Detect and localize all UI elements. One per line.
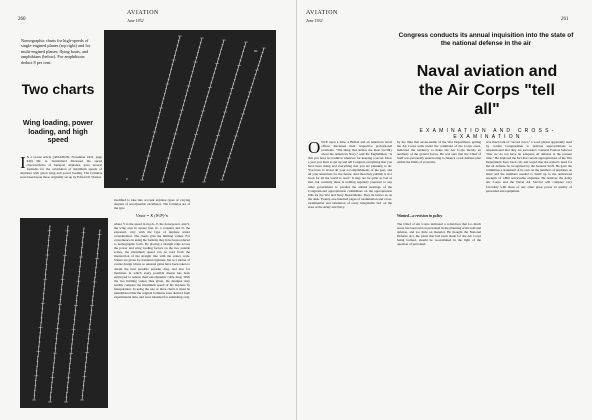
- article-title: Two charts: [21, 81, 95, 97]
- right-column-2: by the time that seven-tenths of the War Department, getting the Air Corps units under the command of the Corps areas, indicated the tendency to make the Air Corps merely an auxiliary of the ground forces. He was sure that the Chief of Staff was personally endeavoring to finance a real defense plan within the limits of economy.: [397, 140, 481, 165]
- page-gutter: [296, 0, 297, 420]
- left-column-1-text: N a recent article (AVIATION, November 1931, page 630) Mr. A. Sunderland discussed the speed characteristics of transport airplanes, gave several formulas for the calculation of maximum speeds of airplanes with given wing and power loading. The formulas were based upon those originally set up by Edward P. Warner,: [20, 155, 102, 180]
- left-page-number: 260: [18, 17, 26, 22]
- article-kicker: EXAMINATION AND CROSS-EXAMINATION: [419, 128, 557, 140]
- speed-formula: Vmax = K (W/P)^n: [135, 213, 169, 218]
- left-column-2-intro: modified to take into account airplane types of varying degrees of aerodynamic excellence. The formulas are of the type: [114, 198, 190, 211]
- article-title-right: Naval aviation and the Air Corps "tell all": [416, 63, 558, 118]
- svg-text:60: 60: [254, 49, 258, 53]
- nomograph-multi-engine-drawing: [20, 218, 108, 408]
- left-running-head: AVIATION: [127, 10, 159, 16]
- svg-text:0: 0: [126, 177, 128, 181]
- drop-cap-i: I: [20, 155, 26, 172]
- article-deck: Congress conducts its annual inquisition into the state of the national defense in the air: [398, 32, 574, 48]
- right-column-1: [308, 140, 392, 410]
- drop-cap-o: O: [308, 140, 321, 157]
- article-subtitle: Wing loading, power loading, and high speed: [22, 118, 94, 145]
- nomograph-single-engine: [104, 30, 276, 188]
- right-running-head: AVIATION: [306, 10, 338, 16]
- right-column-3: was much talk of "sacred cows," a word phrase apparently used by certain Congressmen to indicate appropriations so unquestioned that they are sacrosanct. General Foulois believes "that we do not have an adequate air defense at the present time." He deplored the fact that certain appropriations of the War Department have been cut, and urged that the nation's need for the air defense be recognized by the General Staff. He gave the committee a statement of its own on the numbers of airplanes on hand and the numbers needed to build up to the authorized strength of 1,800 serviceable airplanes. He believes the Army Air Corps and the Naval Air Service will compare very favorably with those of any other great power in quality of personnel and equipment.: [486, 140, 572, 193]
- left-column-1: [20, 155, 102, 213]
- nomograph-multi-engine: [20, 218, 108, 408]
- right-column-2b: The Chief of Air Corps indicated a conviction that too much stress has been laid on personnel in the planning of the national defense, and too little on materiel. He thought the National Defense Act, the plans that had been made for the Air Corps being formed, should be re-examined in the light of the question of personnel.: [397, 222, 481, 247]
- left-column-2: where V is the speed in m.p.h., P, the horsepower, and S, the wing area in square feet. K, a constant and N, the exponent, vary with the type of airplane under consideration. The charts give the limiting values. For convenience in using the formula they have been reduced to nomographic form. By placing a straight edge across the power and wing loading factors on the two outside scales, the maximum speed can be read from the intersection of the straight line with the center scale. Values are given for standard airplanes, but as a matter of course design where so unusual gains have been taken to obtain the best possible parasite drag, and also for machines in which every possible means has been employed to reduce their aerodynamic cable drag. With the two limiting values thus given, the designer may readily compare the maximum speed of his airplane by interpolation. In using the one or three charts it must be remembered that the original formulas were derived from experimental data, and were intended for estimating only.: [114, 222, 190, 299]
- chart-caption: Nomographic charts for high-speeds of single-engined planes (top right) and for multi-engined planes; flying boats, and amphibians (below). For amphibious deduct 8 per cent.: [21, 38, 91, 65]
- right-page-number: 261: [561, 17, 569, 22]
- left-running-date: June 1932: [127, 18, 144, 23]
- right-column-1-text: NCE upon a time, a British and an American naval officer discussed their respective professional problems. "The thing that strikes me most forcibly about the American Navy," said the Englishman, "is that you have no tradition whatever for keeping a secret. Once a year you have to get up and tell Congress everything that you have been doing and everything that you are planning to do. You have to reveal all your accomplishments of the past, and all your intentions for the future. And then they publish it in a book for all the world to read." It may not be quite so bad as that, but certainly there is nothing regularly prepared to any other government to parallel the annual hearings of the Congressional appropriation committees on the appropriation bills for the War and Navy Departments. They lie before us on the desk. Twenty-one hundred pages of examination and cross-examination and tabulation of every imaginable fact on the state of the Army and Navy.: [308, 140, 392, 209]
- nomograph-single-engine-drawing: [104, 30, 276, 188]
- section-head: Wanted—a revision in policy: [397, 214, 443, 218]
- right-running-date: June 1932: [306, 18, 323, 23]
